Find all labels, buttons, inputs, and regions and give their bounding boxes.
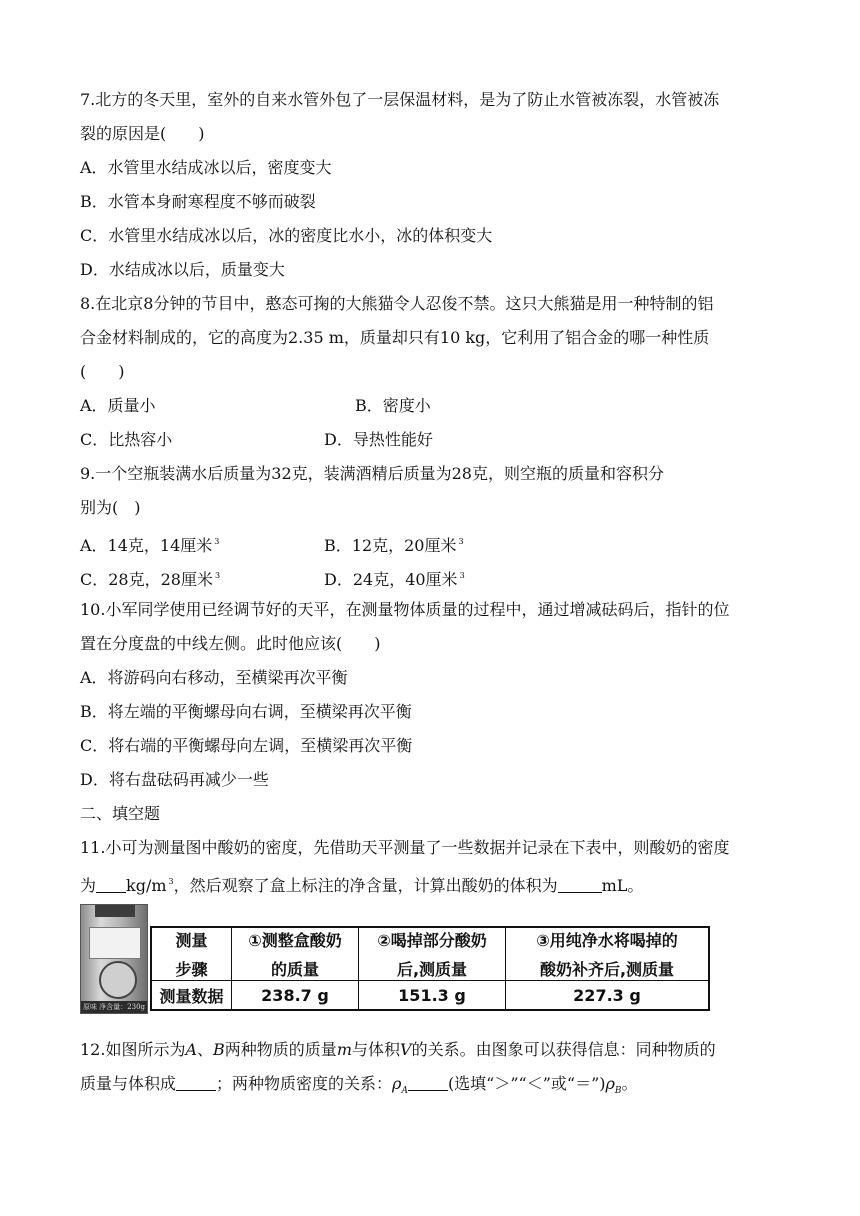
table-header-cell: ③用纯净水将喝掉的 酸奶补齐后,测质量 [506,927,710,981]
q12-stem-line1: 12.如图所示为A、B两种物质的质量m与体积V的关系。由图象可以获得信息：同种物质的 [80,1040,716,1059]
q7-option-b: B．水管本身耐寒程度不够而破裂 [80,192,316,211]
q7-stem-line2: 裂的原因是( ) [80,124,205,143]
table-header-cell: ②喝掉部分酸奶 后,测质量 [359,927,506,981]
section-title-fill-in: 二、填空题 [80,804,161,823]
q8-option-c: C．比热容小 [80,430,173,449]
q10-option-c: C．将右端的平衡螺母向左调，至横梁再次平衡 [80,736,413,755]
table-header-cell: ①测整盒酸奶 的质量 [232,927,359,981]
table-data-cell: 227.3 g [506,981,710,1011]
q8-option-b: B．密度小 [355,396,431,415]
q12-blank-compare[interactable] [408,1076,448,1091]
carton-label-text: 原味 净含量：230g [82,1003,146,1011]
measurement-table [150,926,710,1011]
table-data-cell: 151.3 g [359,981,506,1011]
q10-stem-line1: 10.小军同学使用已经调节好的天平，在测量物体质量的过程中，通过增减砝码后，指针的位 [80,600,730,619]
q10-stem-line2: 置在分度盘的中线左侧。此时他应该( ) [80,634,381,653]
q10-option-d: D．将右盘砝码再减少一些 [80,770,269,789]
q10-option-a: A．将游码向右移动，至横梁再次平衡 [80,668,348,687]
q9-option-d: D．24克，40厘米 $^3$ [324,570,465,589]
q10-option-b: B．将左端的平衡螺母向右调，至横梁再次平衡 [80,702,412,721]
q12-stem-line2: 质量与体积成 ；两种物质密度的关系：$\rho_A$ (选填“＞”“＜”或“$=”)\rho_B$。 [80,1074,638,1096]
q9-stem-line2: 别为( ) [80,498,141,517]
q8-stem-line3: ( ) [80,362,125,381]
q9-option-a: A．14克，14厘米 $^3$ [80,536,220,555]
q8-stem-line2: 合金材料制成的，它的高度为2.35 m，质量却只有10 kg，它利用了铝合金的哪一种性质 [80,328,710,347]
q7-option-c: C．水管里水结成冰以后，冰的密度比水小，冰的体积变大 [80,226,493,245]
q7-option-a: A．水管里水结成冰以后，密度变大 [80,158,332,177]
q9-stem-line1: 9.一个空瓶装满水后质量为32克，装满酒精后质量为28克，则空瓶的质量和容积分 [80,464,664,483]
q11-stem-line2: 为 kg/m $^3$，然后观察了盒上标注的净含量，计算出酸奶的体积为 mL。 [80,876,644,895]
q9-option-c: C．28克，28厘米 $^3$ [80,570,221,589]
q8-option-d: D．导热性能好 [324,430,433,449]
q8-stem-line1: 8.在北京8分钟的节目中，憨态可掬的大熊猫令人忍俊不禁。这只大熊猫是用一种特制的铝 [80,294,714,313]
q7-stem-line1: 7.北方的冬天里，室外的自来水管外包了一层保温材料，是为了防止水管被冻裂，水管被冻 [80,90,720,109]
q12-blank-proportion[interactable] [176,1076,216,1091]
q7-option-d: D．水结成冰以后，质量变大 [80,260,285,279]
table-data-label: 测量数据 [151,981,232,1011]
yogurt-carton-image [80,904,148,1014]
q11-stem-line1: 11.小可为测量图中酸奶的密度，先借助天平测量了一些数据并记录在下表中，则酸奶的密度 [80,838,730,857]
q8-option-a: A．质量小 [80,396,156,415]
q9-option-b: B．12克，20厘米 $^3$ [324,536,464,555]
table-header-cell: 测量 步骤 [151,927,232,981]
q11-blank-volume[interactable] [558,878,602,893]
table-data-cell: 238.7 g [232,981,359,1011]
q11-blank-density[interactable] [96,878,126,893]
